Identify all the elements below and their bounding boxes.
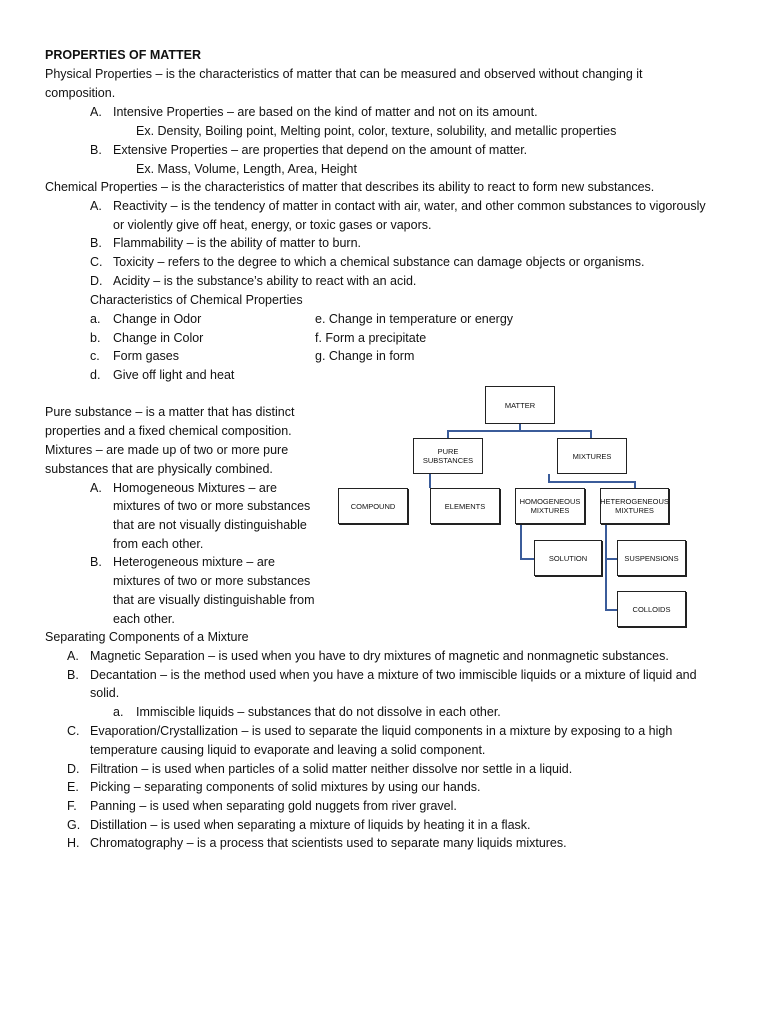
char-label: b. xyxy=(90,331,101,345)
magnetic-separation: Magnetic Separation – is used when you have to dry mixtures of magnetic and nonmagnetic substances. xyxy=(90,649,669,663)
separating-label: H. xyxy=(67,836,80,850)
heterogeneous-line: Heterogeneous mixture – are xyxy=(113,555,275,569)
connector xyxy=(520,558,534,560)
char-item: Form gases xyxy=(113,349,179,363)
chromatography: Chromatography – is a process that scientists used to separate many liquids mixtures. xyxy=(90,836,567,850)
decantation-line1: Decantation – is the method used when you have a mixture of two immiscible liquids or a mixture of liquid and xyxy=(90,668,697,682)
substances-line: Pure substance – is a matter that has distinct xyxy=(45,405,295,419)
homogeneous-line: mixtures of two or more substances xyxy=(113,499,311,513)
heterogeneous-line: that are visually distinguishable from xyxy=(113,593,315,607)
chemical-item-label: C. xyxy=(90,255,103,269)
char-label: d. xyxy=(90,368,101,382)
substances-line: Mixtures – are made up of two or more pure xyxy=(45,443,289,457)
toxicity: Toxicity – refers to the degree to which a chemical substance can damage objects or organisms. xyxy=(113,255,645,269)
chemical-item-label: A. xyxy=(90,199,102,213)
separating-label: C. xyxy=(67,724,80,738)
chemical-intro: Chemical Properties – is the characteristics of matter that describes its ability to react to form new substances. xyxy=(45,180,655,194)
suspensions-box: SUSPENSIONS xyxy=(617,540,686,576)
connector xyxy=(447,430,449,438)
physical-b-label: B. xyxy=(90,143,102,157)
solution-box: SOLUTION xyxy=(534,540,602,576)
char-item: Give off light and heat xyxy=(113,368,235,382)
page-title: PROPERTIES OF MATTER xyxy=(45,48,202,62)
connector xyxy=(634,481,636,488)
substances-line: substances that are physically combined. xyxy=(45,462,273,476)
physical-intro-line1: Physical Properties – is the characteristics of matter that can be measured and observed without changing it xyxy=(45,67,643,81)
acidity: Acidity – is the substance’s ability to react with an acid. xyxy=(113,274,417,288)
separating-label: G. xyxy=(67,818,81,832)
char-item: Change in Color xyxy=(113,331,204,345)
decantation-line2: solid. xyxy=(90,686,120,700)
elements-box: ELEMENTS xyxy=(430,488,500,524)
connector xyxy=(605,609,617,611)
separating-label: E. xyxy=(67,780,79,794)
char-label: a. xyxy=(90,312,101,326)
separating-label: B. xyxy=(67,668,79,682)
heterogeneous-mixtures-box: HETEROGENEOUS MIXTURES xyxy=(600,488,669,524)
matter-box: MATTER xyxy=(485,386,555,424)
char-item: Change in Odor xyxy=(113,312,202,326)
char-item: g. Change in form xyxy=(315,349,415,363)
chemical-item-label: D. xyxy=(90,274,103,288)
extensive-example: Ex. Mass, Volume, Length, Area, Height xyxy=(136,162,357,176)
mixtures-box: MIXTURES xyxy=(557,438,627,474)
compound-box: COMPOUND xyxy=(338,488,408,524)
homogeneous-line: that are not visually distinguishable xyxy=(113,518,307,532)
heterogeneous-label: B. xyxy=(90,555,102,569)
connector xyxy=(605,558,617,560)
evaporation-line2: temperature causing liquid to evaporate and leaving a solid component. xyxy=(90,743,486,757)
evaporation-line1: Evaporation/Crystallization – is used to separate the liquid components in a mixture by exposing to a high xyxy=(90,724,673,738)
heterogeneous-line: each other. xyxy=(113,612,175,626)
intensive-example: Ex. Density, Boiling point, Melting point, color, texture, solubility, and metallic properties xyxy=(136,124,617,138)
filtration: Filtration – is used when particles of a solid matter neither dissolve nor settle in a liquid. xyxy=(90,762,573,776)
separating-label: A. xyxy=(67,649,79,663)
colloids-box: COLLOIDS xyxy=(617,591,686,627)
extensive-properties: Extensive Properties – are properties that depend on the amount of matter. xyxy=(113,143,528,157)
char-label: c. xyxy=(90,349,100,363)
char-item: f. Form a precipitate xyxy=(315,331,427,345)
reactivity-line1: Reactivity – is the tendency of matter in contact with air, water, and other common substances to vigorously xyxy=(113,199,706,213)
distillation: Distillation – is used when separating a mixture of liquids by heating it in a flask. xyxy=(90,818,531,832)
substances-line: properties and a fixed chemical composition. xyxy=(45,424,292,438)
panning: Panning – is used when separating gold nuggets from river gravel. xyxy=(90,799,457,813)
intensive-properties: Intensive Properties – are based on the kind of matter and not on its amount. xyxy=(113,105,538,119)
connector xyxy=(448,430,591,432)
chemical-item-label: B. xyxy=(90,236,102,250)
characteristics-heading: Characteristics of Chemical Properties xyxy=(90,293,303,307)
separating-heading: Separating Components of a Mixture xyxy=(45,630,249,644)
physical-intro-line2: composition. xyxy=(45,86,116,100)
char-item: e. Change in temperature or energy xyxy=(315,312,514,326)
picking: Picking – separating components of solid mixtures by using our hands. xyxy=(90,780,481,794)
heterogeneous-line: mixtures of two or more substances xyxy=(113,574,311,588)
separating-label: F. xyxy=(67,799,77,813)
homogeneous-line: from each other. xyxy=(113,537,204,551)
pure-substances-box: PURE SUBSTANCES xyxy=(413,438,483,474)
homogeneous-line: Homogeneous Mixtures – are xyxy=(113,481,277,495)
flammability: Flammability – is the ability of matter to burn. xyxy=(113,236,362,250)
separating-label: D. xyxy=(67,762,80,776)
sub-label: a. xyxy=(113,705,124,719)
homogeneous-mixtures-box: HOMOGENEOUS MIXTURES xyxy=(515,488,585,524)
connector xyxy=(548,481,635,483)
connector xyxy=(590,430,592,438)
connector xyxy=(605,525,607,610)
physical-a-label: A. xyxy=(90,105,102,119)
immiscible-liquids: Immiscible liquids – substances that do not dissolve in each other. xyxy=(136,705,501,719)
reactivity-line2: or violently give off heat, energy, or toxic gases or vapors. xyxy=(113,218,432,232)
connector xyxy=(520,525,522,559)
homogeneous-label: A. xyxy=(90,481,102,495)
